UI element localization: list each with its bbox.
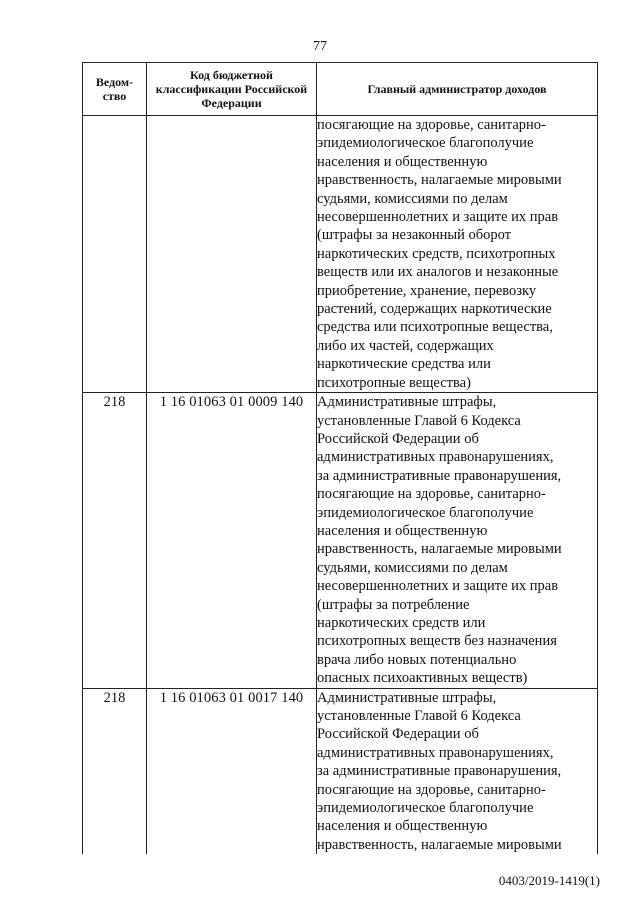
dept-cell: 218 [83, 393, 147, 689]
admin-cell: Административные штрафы, установленные Главой 6 Кодекса Российской Федерации об административных правонарушениях, за административные правонарушения, посягающие на здоровье, санитарно- эпидемиологическое благополучие населения и общественную нравственность, налагаемые мировыми [317, 688, 598, 854]
table-header-row [83, 63, 598, 116]
dept-cell [83, 116, 147, 393]
table-row [83, 393, 598, 689]
page-number: 77 [313, 39, 327, 54]
admin-cell: Административные штрафы, установленные Главой 6 Кодекса Российской Федерации об административных правонарушениях, за административные правонарушения, посягающие на здоровье, санитарно- эпидемиологическое благополучие населения и общественную нравственность, налагаемые мировыми судьями, комиссиями по делам несовершеннолетних и защите их прав (штрафы за потребление наркотических средств или психотропных веществ без назначения врача либо новых потенциально опасных психоактивных веществ) [317, 393, 598, 689]
header-admin: Главный администратор доходов [317, 63, 598, 116]
budget-classification-table [82, 62, 598, 854]
dept-cell: 218 [83, 688, 147, 854]
table-row [83, 116, 598, 393]
header-dept: Ведом- ство [83, 63, 147, 116]
code-cell [147, 116, 317, 393]
document-code: 0403/2019-1419(1) [498, 873, 600, 888]
admin-cell: посягающие на здоровье, санитарно- эпидемиологическое благополучие населения и общественную нравственность, налагаемые мировыми судьями, комиссиями по делам несовершеннолетних и защите их прав (штрафы за незаконный оборот наркотических средств, психотропных веществ или их аналогов и незаконные приобретение, хранение, перевозку растений, содержащих наркотические средства или психотропные вещества, либо их частей, содержащих наркотические средства или психотропные вещества) [317, 116, 598, 393]
code-cell: 1 16 01063 01 0009 140 [147, 393, 317, 689]
table-row [83, 688, 598, 854]
code-cell: 1 16 01063 01 0017 140 [147, 688, 317, 854]
header-code: Код бюджетной классификации Российской Федерации [147, 63, 317, 116]
